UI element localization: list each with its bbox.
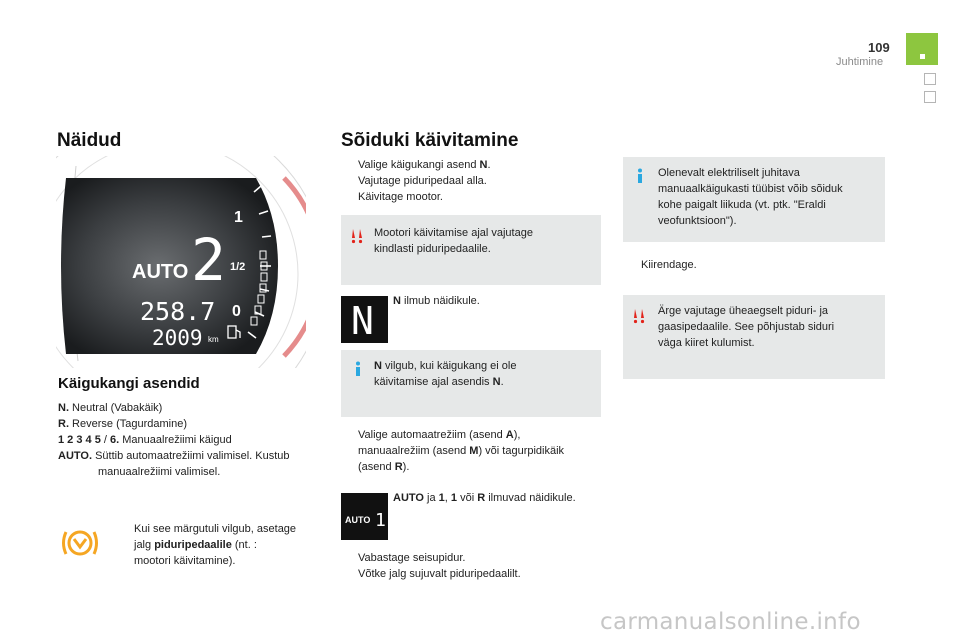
chapter-tab-3[interactable] <box>924 91 936 103</box>
instrument-cluster-image <box>56 156 306 368</box>
n-glyph: N <box>351 299 374 343</box>
info-icon <box>351 361 365 377</box>
step-accelerate: Kiirendage. <box>641 259 697 271</box>
section-title-indicators: Näidud <box>57 130 122 151</box>
section-title-starting: Sõiduki käivitamine <box>341 130 519 151</box>
pedal-warning-text: Ärge vajutage üheaegselt piduri- ja gaasipedaalile. See põhjustab siduri väga kiiret kulumist. <box>658 305 835 349</box>
step-press-brake: Vajutage piduripedaal alla. <box>358 175 487 187</box>
brake-warning-text: Kui see märgutuli vilgub, asetage jalg piduripedaalile (nt. : mootori käivitamine). <box>118 521 328 569</box>
position-manual: 1 2 3 4 5 / 6. Manuaalrežiimi käigud <box>58 434 232 446</box>
step-select-mode: Valige automaatrežiim (asend A), manuaalrežiim (asend M) või tagurpidikäik (asend R). <box>358 429 565 473</box>
step-start-engine: Käivitage mootor. <box>358 191 443 203</box>
chapter-dot <box>920 54 925 59</box>
warning-exclamation-icon <box>632 308 646 324</box>
brake-pedal-warning-icon <box>60 525 100 561</box>
position-auto-cont: manuaalrežiimi valimisel. <box>98 466 221 478</box>
auto-thumb-gear: 1 <box>375 510 386 531</box>
trip-counter: 258.7 <box>140 297 216 326</box>
start-warning-text: Mootori käivitamise ajal vajutage kindlasti piduripedaalile. <box>374 227 533 255</box>
step-release-parking-brake: Vabastage seisupidur. <box>358 552 466 564</box>
warning-exclamation-icon <box>350 228 364 244</box>
page-number: 109 <box>868 40 890 55</box>
info-icon <box>633 168 647 184</box>
movement-info-text: Olenevalt elektriliselt juhitava manuaalkäigukasti tüübist võib sõiduk kohe paigalt liikuda (vt. ptk. "Eraldi veofunktsioon"). <box>658 167 843 227</box>
section-label: Juhtimine <box>836 56 884 68</box>
position-auto: AUTO. Süttib automaatrežiimi valimisel. Kustub <box>58 450 290 462</box>
position-neutral: N. Neutral (Vabakäik) <box>58 402 163 414</box>
odometer: 2009 <box>152 326 203 350</box>
auto-indicator-text: AUTO <box>132 261 189 283</box>
km-unit: km <box>208 335 219 344</box>
step-release-brake-pedal: Võtke jalg sujuvalt piduripedaalilt. <box>358 568 521 580</box>
auto-display-caption: AUTO ja 1, 1 või R ilmuvad näidikule. <box>393 492 576 504</box>
subtitle-gear-positions: Käigukangi asendid <box>58 375 200 392</box>
watermark-text: carmanualsonline.info <box>600 609 861 635</box>
chapter-tab-2[interactable] <box>924 73 936 85</box>
scale-half-label: 1/2 <box>230 261 246 273</box>
n-info-text: N vilgub, kui käigukang ei ole käivitamise ajal asendis N. <box>374 360 517 388</box>
scale-full-label: 1 <box>234 209 243 226</box>
display-n-thumbnail <box>341 296 388 343</box>
n-display-caption: N ilmub näidikule. <box>393 295 480 307</box>
chapter-tab[interactable] <box>906 33 938 65</box>
scale-empty-label: 0 <box>232 303 241 320</box>
auto-thumb-label: AUTO <box>345 515 371 525</box>
display-auto-thumbnail <box>341 493 388 540</box>
step-select-n: Valige käigukangi asend N. <box>358 159 491 171</box>
gear-digit: 2 <box>191 226 226 294</box>
checkbox-bullet-icon <box>118 521 134 537</box>
gear-positions-list <box>58 400 328 480</box>
position-reverse: R. Reverse (Tagurdamine) <box>58 418 187 430</box>
start-steps-list <box>342 157 602 205</box>
release-steps-list <box>342 550 602 582</box>
